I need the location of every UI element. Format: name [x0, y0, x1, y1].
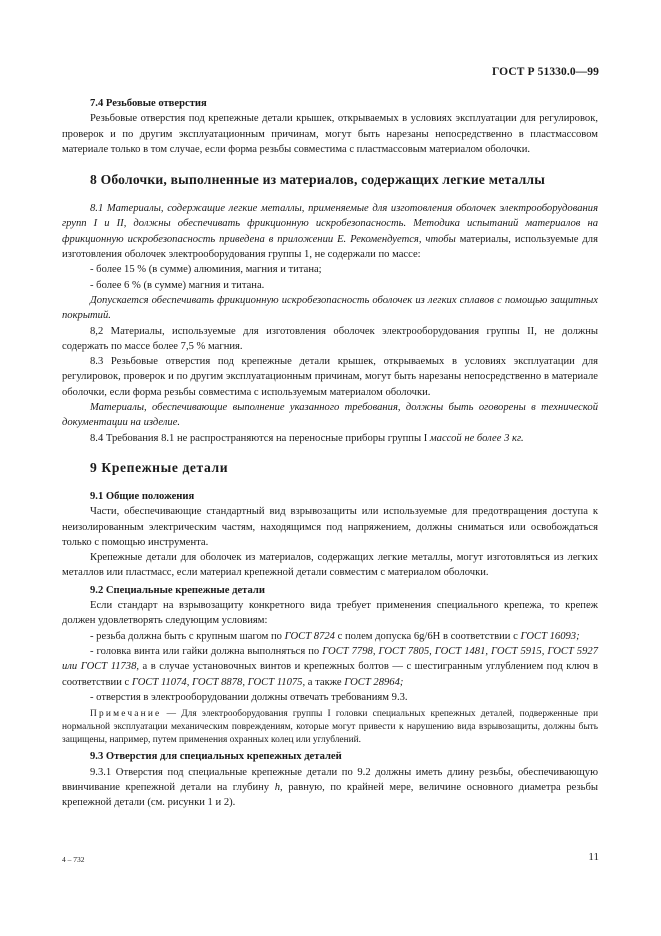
print-code: 4 – 732: [62, 855, 85, 864]
standard-reference: ГОСТ 8724: [284, 630, 335, 642]
section-9-heading: 9 Крепежные детали: [90, 459, 229, 475]
paragraph-9-3-1-a: 9.3.1 Отверстия под специальные крепежные детали по 9.2 должны иметь длину резьбы, обеспечивающую ввинчивание крепежной детали на глубину: [62, 766, 598, 793]
section-9-3-title: 9.3 Отверстия для специальных крепежных деталей: [90, 751, 342, 763]
section-9-2-title: 9.2 Специальные крепежные детали: [90, 584, 265, 596]
list-item: - более 6 % (в сумме) магния и титана.: [90, 279, 265, 291]
section-7-4-text: Резьбовые отверстия под крепежные детали крышек, открываемых в условиях эксплуатации для регулировок, проверок и по другим эксплуатационным причинам, могут быть нарезаны непосредственно в пластмассовом материале только в том случае, если форма резьбы совместима с пластмассовым материалом оболочки.: [62, 113, 598, 155]
document-id-header: ГОСТ Р 51330.0—99: [492, 66, 599, 78]
paragraph-9-3-1-b: , равную, по крайней мере, величине основного диаметра резьбы крепежной детали (см. рисунки 1 и 2).: [62, 781, 598, 809]
list-item: - более 15 % (в сумме) алюминия, магния и титана;: [90, 264, 322, 276]
paragraph-9-3-1: [62, 765, 598, 811]
section-9-2-paragraph-1: Если стандарт на взрывозащиту конкретного вида требует применения специального крепежа, то крепеж должен удовлетворять следующим условиям:: [62, 600, 598, 627]
paragraph-8-3: 8.3 Резьбовые отверстия под крепежные детали крышек, открываемых в условиях эксплуатации для регулировок, проверок и по другим эксплуатационным причинам, могут быть нарезаны непосредственно в материале оболочки, если форма резьбы совместима с используемым материалом оболочки.: [62, 356, 598, 398]
standard-reference: ГОСТ 28964;: [344, 676, 404, 688]
paragraph-8-1-regular: материалы, используемые для изготовления оболочек электрооборудования группы 1, не содержали по массе:: [62, 233, 598, 261]
paragraph-8-4: [62, 431, 598, 446]
paragraph-8-3-italic: Материалы, обеспечивающие выполнение указанного требования, должны быть оговорены в технической документации на изделие.: [62, 402, 598, 429]
list-item: - отверстия в электрооборудовании должны отвечать требованиям 9.3.: [90, 691, 408, 703]
section-8-heading: 8 Оболочки, выполненные из материалов, содержащих легкие металлы: [90, 172, 546, 188]
paragraph-8-4-regular: 8.4 Требования 8.1 не распространяются на переносные приборы группы I: [90, 432, 430, 444]
note-paragraph: [62, 708, 598, 747]
standard-reference: ГОСТ 7798, ГОСТ 7805, ГОСТ 1481, ГОСТ 5915, ГОСТ 5927 или ГОСТ 11738,: [62, 645, 598, 673]
section-9-1-title: 9.1 Общие положения: [90, 490, 195, 502]
bullet-text: с полем допуска 6g/6H в соответствии с: [334, 630, 521, 642]
standard-reference: ГОСТ 16093;: [520, 630, 580, 642]
standard-reference: ГОСТ 11074, ГОСТ 8878, ГОСТ 11075,: [131, 676, 306, 688]
paragraph-8-4-italic: массой не более 3 кг.: [429, 432, 524, 444]
paragraph-8-2: 8,2 Материалы, используемые для изготовления оболочек электрооборудования группы II, не должны содержать по массе более 7,5 % магния.: [62, 325, 598, 352]
depth-symbol: h: [274, 781, 280, 793]
paragraph-8-1-italic: 8.1 Материалы, содержащие легкие металлы, применяемые для изготовления оболочек электрооборудования групп I и II, должны обеспечивать фрикционную искробезопасность. Методика испытаний материалов на фрикционную искробезопасность приведена в приложении Е. Рекомендуется, чтобы: [62, 203, 598, 245]
note-text: — Для электрооборудования группы I головки специальных крепежных деталей, подверженные при нормальной эксплуатации механическим повреждениям, которые могут привести к нарушению вида взрывозащиты, должны быть защищены, например, путем применения охранных колец или углублений.: [62, 709, 598, 746]
paragraph-8-1: [62, 201, 598, 262]
section-9-1-paragraph-1: Части, обеспечивающие стандартный вид взрывозащиты или используемые для предотвращения доступа к неизолированным электрическим частям, находящимся под напряжением, должны сниматься или освобождаться только с помощью инструмента.: [62, 506, 598, 548]
section-7-4-title: 7.4 Резьбовые отверстия: [90, 98, 207, 109]
bullet-text: - резьба должна быть с крупным шагом по: [90, 630, 285, 642]
bullet-text: а также: [305, 676, 345, 688]
list-item: [62, 644, 598, 690]
section-9-1-paragraph-2: Крепежные детали для оболочек из материалов, содержащих легкие металлы, могут изготовляться из легких металлов или пластмасс, если материал крепежной детали совместим с материалом оболочки.: [62, 552, 598, 579]
paragraph-8-1-coatings: Допускается обеспечивать фрикционную искробезопасность оболочек из легких сплавов с помощью защитных покрытий.: [62, 294, 598, 322]
list-item: [62, 629, 598, 644]
bullet-text: а в случае установочных винтов и крепежных болтов — с шестигранным углублением под ключ в соответствии с: [62, 661, 598, 688]
page-content: [62, 94, 598, 811]
page-number: 11: [588, 851, 599, 863]
bullet-text: - головка винта или гайки должна выполняться по: [90, 645, 323, 657]
note-label: Примечание: [90, 709, 162, 720]
